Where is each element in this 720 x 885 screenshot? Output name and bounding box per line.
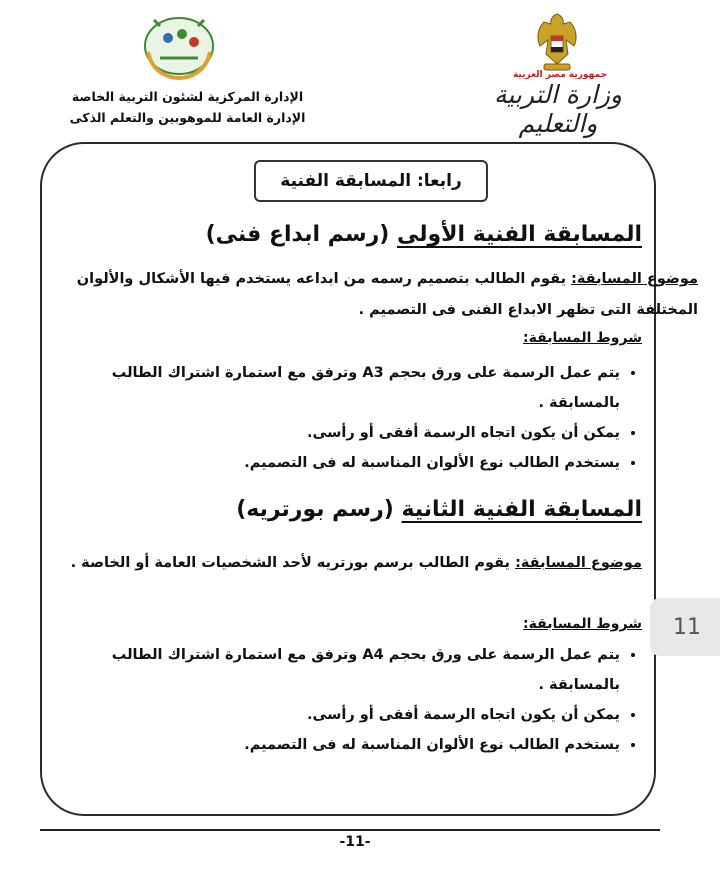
list-item: • يمكن أن يكون اتجاه الرسمة أفقى أو رأسى. xyxy=(60,700,620,730)
list-item: • يستخدم الطالب نوع الألوان المناسبة له فى التصميم. xyxy=(60,730,620,760)
competition-2-title xyxy=(236,497,642,522)
competition-2-conditions-title: شروط المسابقة: xyxy=(523,616,642,632)
competition-1-topic-label: موضوع المسابقة: xyxy=(571,271,698,287)
country-label: جمهورية مصر العربية xyxy=(512,70,608,80)
admin-line-central: الإدارة المركزية لشئون التربية الخاصة xyxy=(71,89,304,104)
competition-2-topic-label: موضوع المسابقة: xyxy=(515,555,642,571)
ministry-logo-text: وزارة التربية والتعليم xyxy=(493,80,622,138)
list-item: • يمكن أن يكون اتجاه الرسمة أفقى أو رأسى. xyxy=(60,418,620,448)
list-item: • يتم عمل الرسمة على ورق بحجم A4 وترفق مع استمارة اشتراك الطالب بالمسابقة . xyxy=(60,640,620,700)
admin-line-general: الإدارة العامة للموهوبين والتعلم الذكى xyxy=(69,110,306,125)
footer-divider xyxy=(40,829,660,831)
footer-page-number: -11- xyxy=(339,834,371,850)
egypt-eagle-emblem-icon xyxy=(530,10,584,74)
viewer-page-indicator[interactable]: 11 xyxy=(650,598,720,656)
competition-2-conditions xyxy=(60,640,642,760)
administration-names xyxy=(60,86,315,128)
list-item: • يتم عمل الرسمة على ورق بحجم A3 وترفق مع استمارة اشتراك الطالب بالمسابقة . xyxy=(60,358,620,418)
competition-1-title-sub: (رسم ابداع فنى) xyxy=(205,222,390,247)
competition-2-topic xyxy=(62,548,642,579)
competition-2-title-main: المسابقة الفنية الثانية xyxy=(401,497,642,522)
competition-1-conditions xyxy=(60,358,642,478)
competition-2-title-sub: (رسم بورتريه) xyxy=(236,497,394,522)
competition-1-topic-text: يقوم الطالب بتصميم رسمه من ابداعه يستخدم فيها الأشكال والألوان المختلفة التى تظهر الابداع الفنى فى التصميم . xyxy=(76,271,698,318)
competition-1-conditions-title: شروط المسابقة: xyxy=(523,330,642,346)
section-title: رابعا: المسابقة الفنية xyxy=(254,160,488,202)
document-header xyxy=(0,0,720,140)
list-item: • يستخدم الطالب نوع الألوان المناسبة له فى التصميم. xyxy=(60,448,620,478)
competition-1-title-main: المسابقة الفنية الأولى xyxy=(396,222,642,247)
gifted-administration-logo-icon xyxy=(138,12,220,84)
competition-1-topic xyxy=(58,264,698,326)
competition-2-topic-text: يقوم الطالب برسم بورتريه لأحد الشخصيات العامة أو الخاصة . xyxy=(70,555,516,571)
competition-1-title xyxy=(206,222,642,247)
